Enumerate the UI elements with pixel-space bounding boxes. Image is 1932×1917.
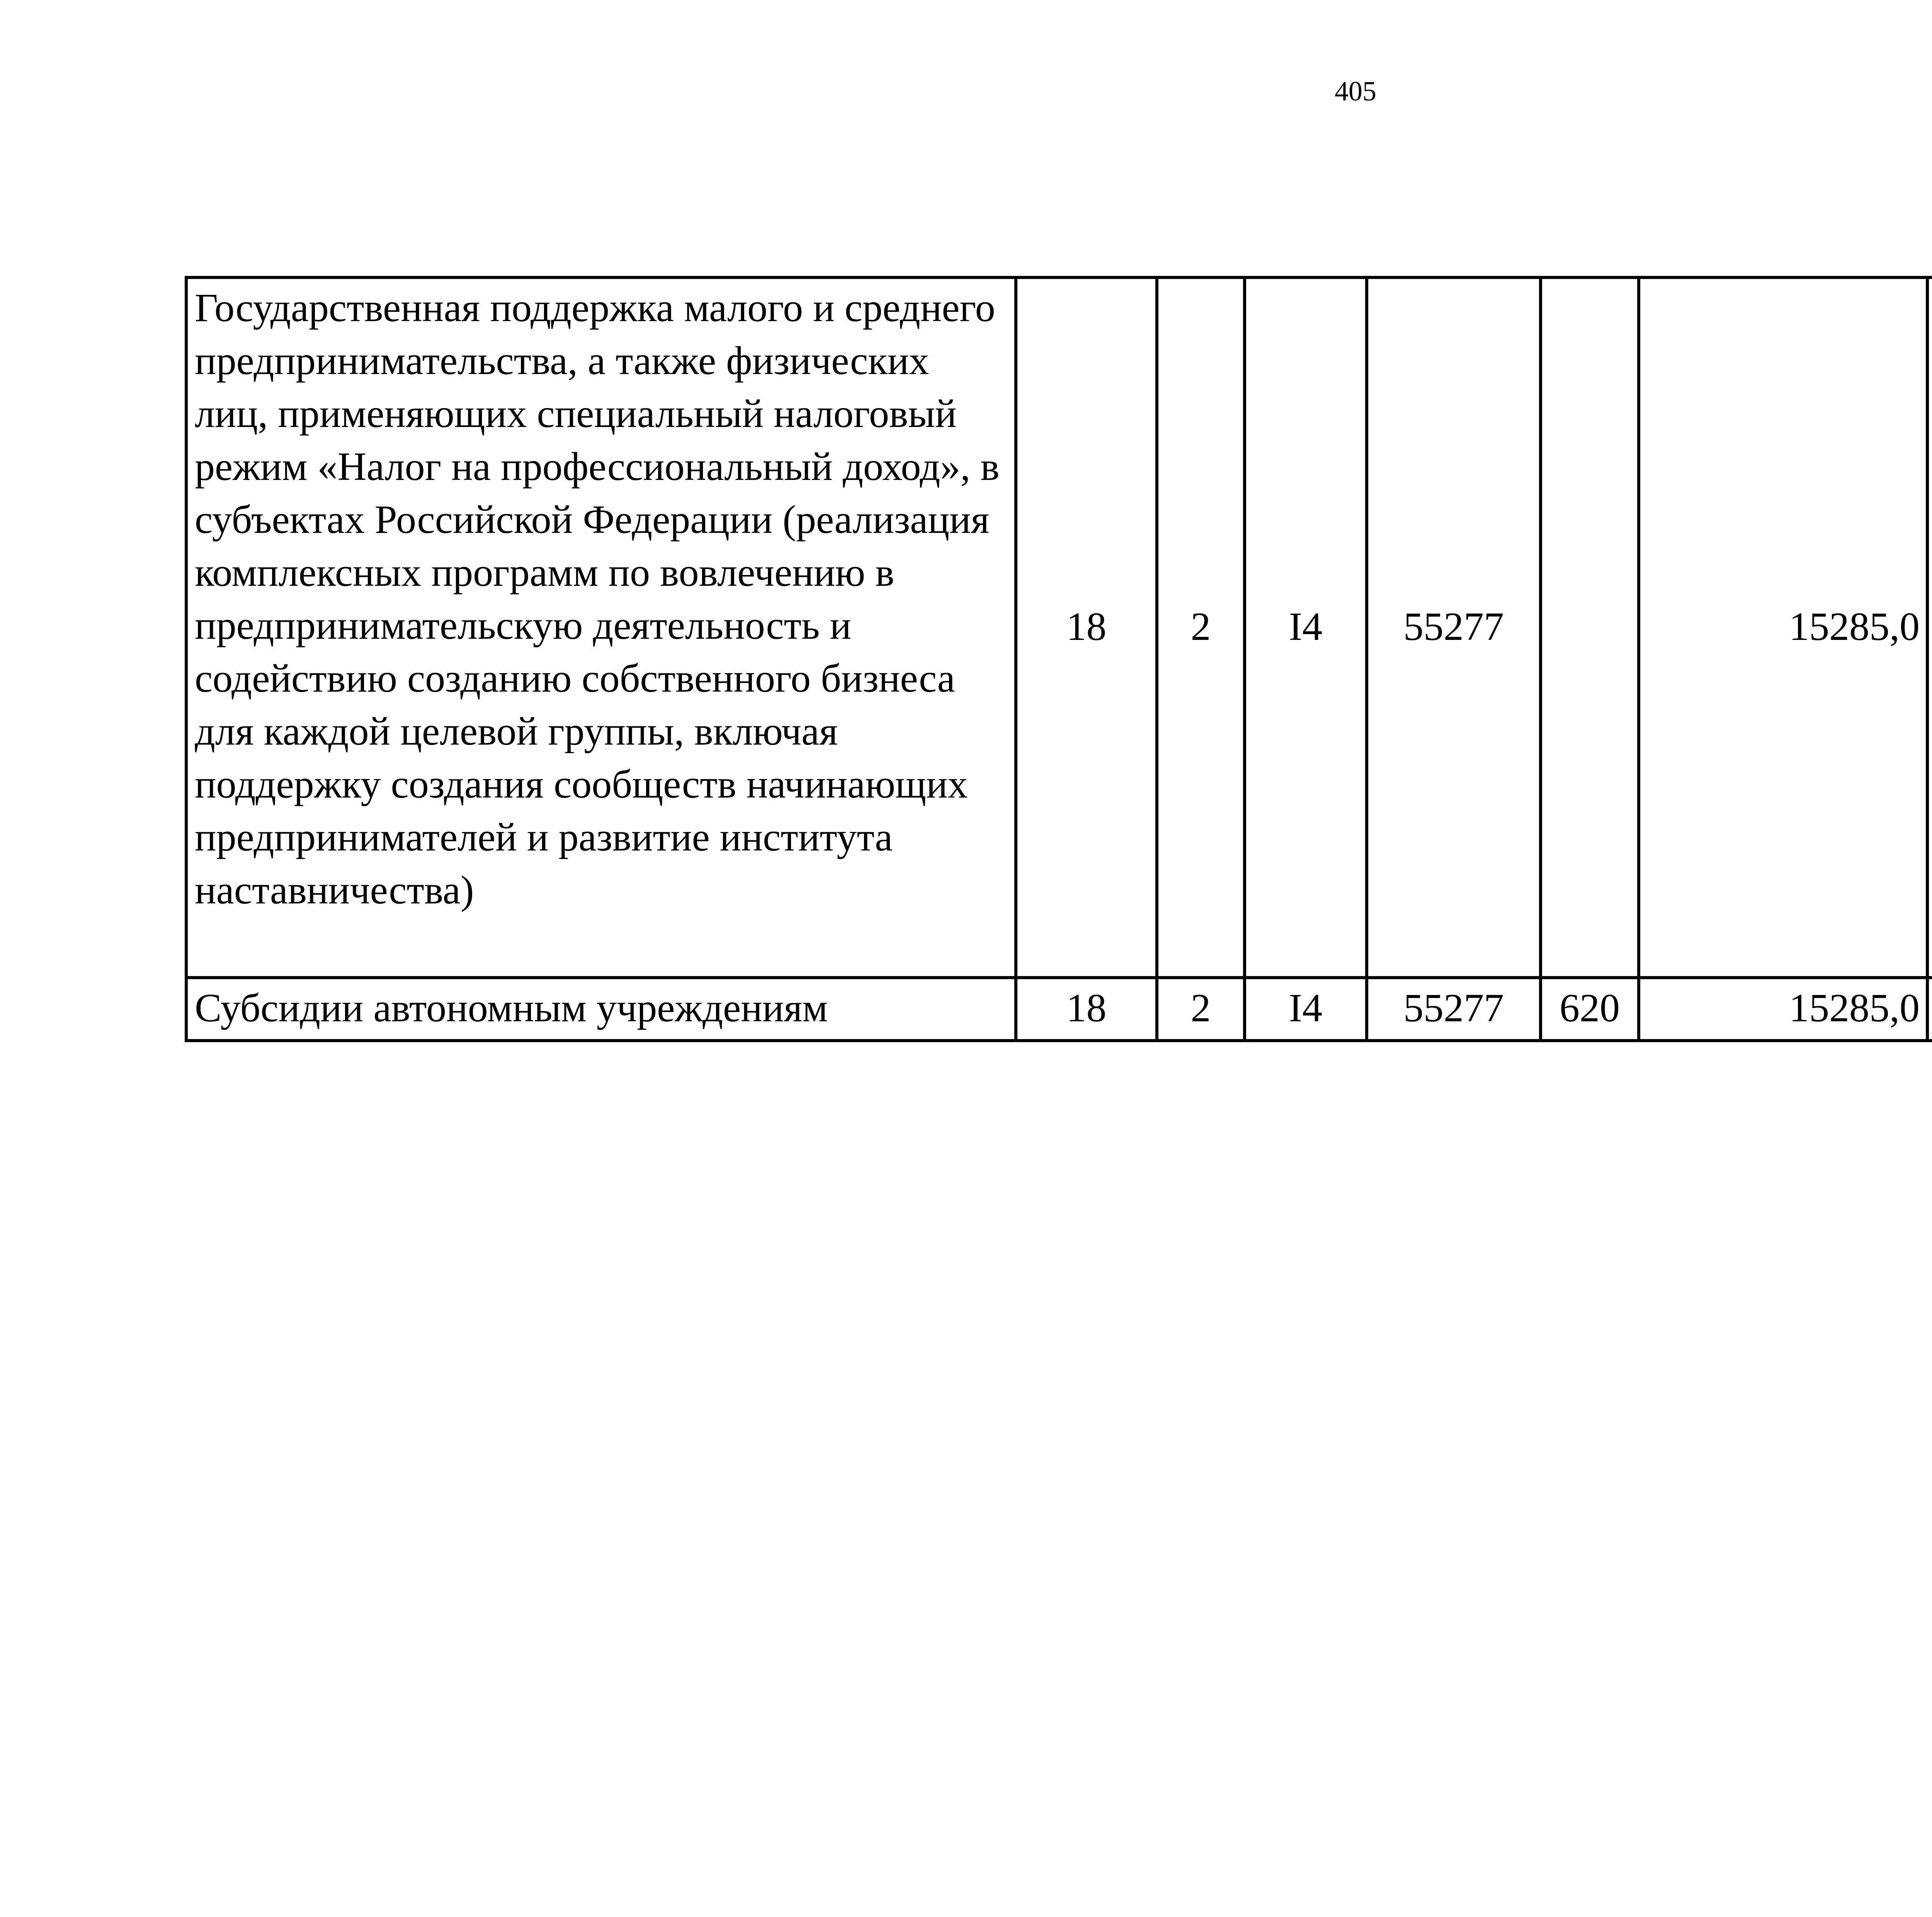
amount-1-cell: 15285,0 [1639, 978, 1927, 1041]
code-1-cell: 18 [1016, 978, 1157, 1041]
table-row [186, 978, 1932, 1041]
code-5-cell [1541, 277, 1639, 978]
page-number: 405 [1335, 76, 1376, 107]
amount-2-cell [1927, 978, 1932, 1041]
code-1-cell: 18 [1016, 277, 1157, 978]
row-name-cell: Субсидии автономным учреждениям [186, 978, 1016, 1041]
budget-table [185, 276, 1932, 1042]
code-2-cell: 2 [1157, 277, 1245, 978]
code-3-cell: I4 [1245, 978, 1367, 1041]
code-4-cell: 55277 [1367, 978, 1541, 1041]
amount-2-cell [1927, 277, 1932, 978]
amount-1-cell: 15285,0 [1639, 277, 1927, 978]
table-row [186, 277, 1932, 978]
code-4-cell: 55277 [1367, 277, 1541, 978]
row-name-cell: Государственная поддержка малого и среднего предпринимательства, а также физических лиц, применяющих специальный налоговый режим «Налог на профессиональный доход», в субъектах Российской Федерации (реализация комплексных программ по вовлечению в предпринимательскую деятельность и содействию созданию собственного бизнеса для каждой целевой группы, включая поддержку создания сообществ начинающих предпринимателей и развитие института наставничества) [186, 277, 1016, 978]
code-3-cell: I4 [1245, 277, 1367, 978]
code-2-cell: 2 [1157, 978, 1245, 1041]
code-5-cell: 620 [1541, 978, 1639, 1041]
